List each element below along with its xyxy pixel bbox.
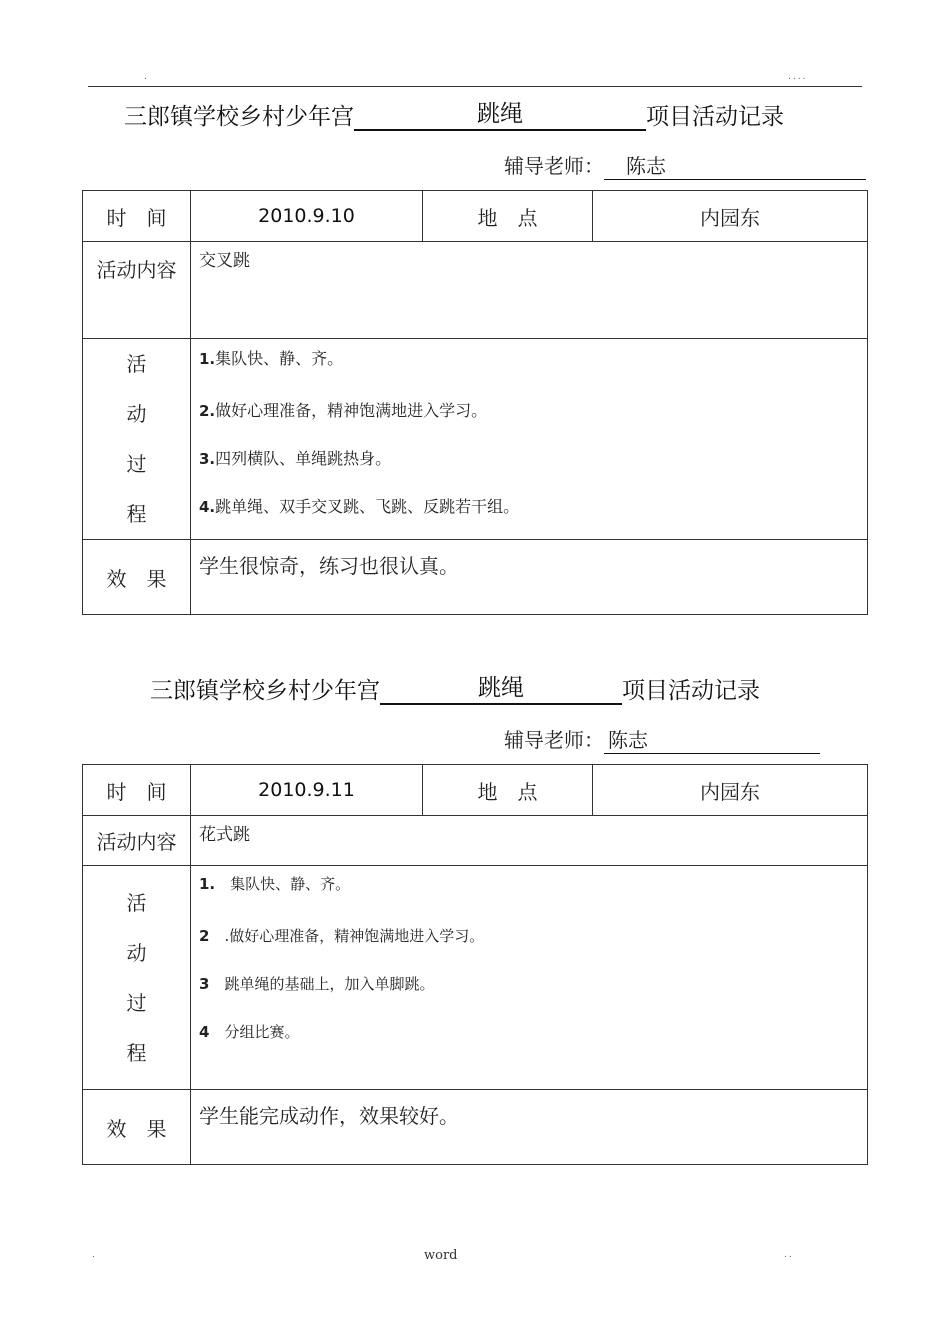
header-right-mark: .... [788, 72, 808, 82]
record-title [124, 98, 784, 131]
list-item: 3.四列横队、单绳跳热身。 [199, 449, 392, 468]
activity-content: 花式跳 [191, 816, 868, 866]
effect-label: 效 果 [83, 540, 191, 615]
content-row [83, 816, 868, 866]
activity-effect: 学生很惊奇，练习也很认真。 [191, 540, 868, 615]
effect-row [83, 1090, 868, 1165]
process-row [83, 339, 868, 540]
effect-row [83, 540, 868, 615]
process-label: 活 动 过 程 [83, 866, 191, 1090]
footer-left-mark: . [92, 1250, 97, 1260]
time-label: 时 间 [83, 191, 191, 242]
title-prefix: 三郎镇学校乡村少年宫 [124, 104, 354, 130]
list-item: 2 .做好心理准备，精神饱满地进入学习。 [199, 927, 485, 945]
activity-date: 2010.9.11 [191, 765, 423, 816]
process-steps [191, 339, 868, 540]
activity-content: 交叉跳 [191, 242, 868, 339]
process-row [83, 866, 868, 1090]
title-prefix: 三郎镇学校乡村少年宫 [150, 678, 380, 704]
place-label: 地 点 [423, 191, 593, 242]
activity-record-table [82, 190, 868, 615]
record-title [150, 672, 760, 705]
teacher-name: 陈志 [604, 727, 820, 754]
list-item: 1.集队快、静、齐。 [199, 349, 344, 368]
list-item: 4 分组比赛。 [199, 1023, 300, 1041]
content-row [83, 242, 868, 339]
list-item: 2.做好心理准备，精神饱满地进入学习。 [199, 401, 488, 420]
effect-label: 效 果 [83, 1090, 191, 1165]
activity-record-table [82, 764, 868, 1165]
header-rule [88, 86, 862, 87]
time-label: 时 间 [83, 765, 191, 816]
project-name: 跳绳 [380, 673, 622, 705]
content-label: 活动内容 [83, 816, 191, 866]
place-label: 地 点 [423, 765, 593, 816]
content-label: 活动内容 [83, 242, 191, 339]
list-item: 4.跳单绳、双手交叉跳、飞跳、反跳若干组。 [199, 497, 520, 516]
project-name: 跳绳 [354, 99, 646, 131]
footer-right-mark: .. [784, 1250, 794, 1260]
time-place-row [83, 765, 868, 816]
teacher-name: 陈志 [604, 153, 866, 180]
activity-place: 内园东 [593, 765, 868, 816]
list-item: 3 跳单绳的基础上，加入单脚跳。 [199, 975, 435, 993]
teacher-line [504, 150, 866, 180]
teacher-label: 辅导老师： [504, 154, 604, 178]
header-left-mark: . [144, 72, 149, 82]
process-label: 活 动 过 程 [83, 339, 191, 540]
activity-date: 2010.9.10 [191, 191, 423, 242]
time-place-row [83, 191, 868, 242]
activity-place: 内园东 [593, 191, 868, 242]
title-suffix: 项目活动记录 [622, 678, 760, 704]
title-suffix: 项目活动记录 [646, 104, 784, 130]
activity-effect: 学生能完成动作，效果较好。 [191, 1090, 868, 1165]
list-item: 1. 集队快、静、齐。 [199, 875, 351, 893]
teacher-line [504, 724, 820, 754]
teacher-label: 辅导老师： [504, 728, 604, 752]
footer-label: word [424, 1248, 458, 1263]
process-steps [191, 866, 868, 1090]
